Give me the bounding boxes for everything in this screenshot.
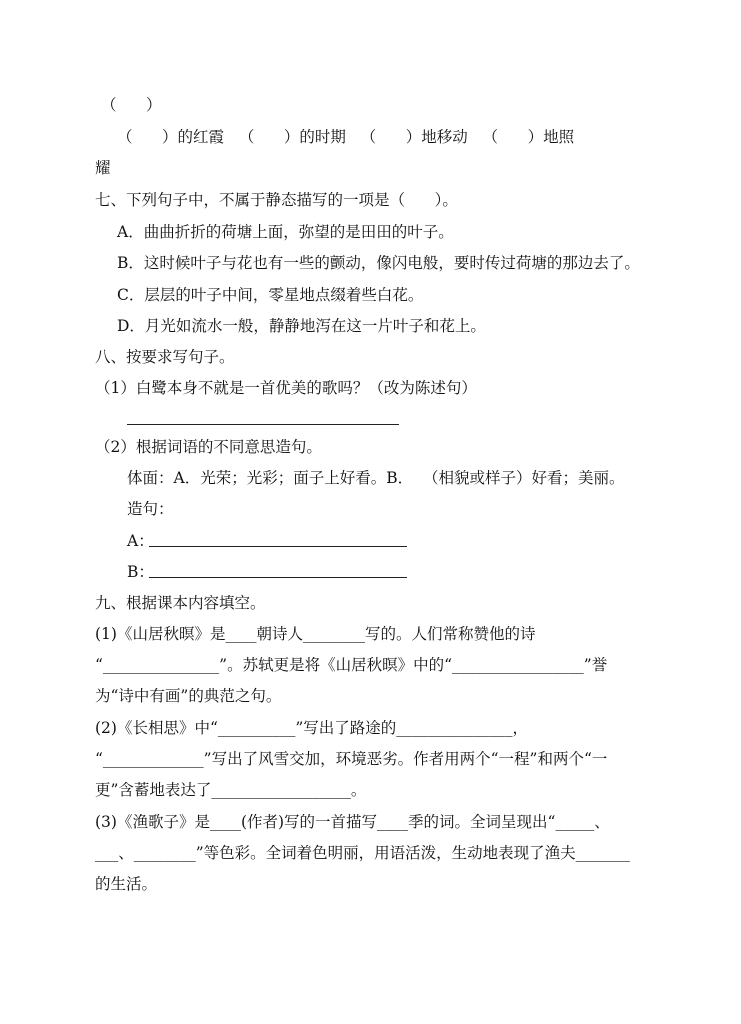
question-7-option-c: C．层层的叶子中间，零星地点缀着些白花。 (117, 286, 424, 304)
question-7-option-a: A．曲曲折折的荷塘上面，弥望的是田田的叶子。 (117, 223, 454, 241)
question-7-option-b: B．这时候叶子与花也有一些的颤动，像闪电般，要时传过荷塘的那边去了。 (117, 254, 640, 272)
question-9-part-1-line-1: (1)《山居秋暝》是____朝诗人________写的。人们常称赞他的诗 (95, 625, 536, 643)
question-7-title: 七、下列句子中，不属于静态描写的一项是（ ）。 (95, 191, 458, 209)
answer-line-8-b (149, 577, 407, 578)
question-9-part-3-line-3: 的生活。 (95, 875, 158, 893)
fill-blank-phrases-cont: 耀 (95, 159, 111, 177)
question-7-option-d: D．月光如流水一般，静静地泻在这一片叶子和花上。 (117, 317, 486, 335)
question-8-part-1: （1）白鹭本身不就是一首优美的歌吗？（改为陈述句） (95, 379, 477, 397)
question-9-part-3-line-2: ___、________”等色彩。全词着色明丽，用语活泼，生动地表现了渔夫_______ (95, 844, 630, 862)
question-9-part-1-line-3: 为“诗中有画”的典范之句。 (95, 687, 282, 705)
question-9-part-3-line-1: (3)《渔歌子》是____(作者)写的一首描写____季的词。全词呈现出“_____、 (95, 813, 610, 831)
question-8-definition: 体面：A．光荣；光彩；面子上好看。B． （相貌或样子）好看；美丽。 (127, 469, 625, 487)
question-8-sentence-b-label: B： (127, 563, 154, 581)
question-8-sentence-a-label: A： (127, 532, 154, 550)
blank-line-top: （ ） (101, 96, 162, 114)
question-9-part-2-line-3: 更”含蓄地表达了__________________。 (95, 781, 367, 799)
question-8-title: 八、按要求写句子。 (95, 348, 235, 366)
question-8-part-2: （2）根据词语的不同意思造句。 (95, 438, 322, 456)
question-9-part-2-line-2: “_____________”写出了风雪交加，环境恶劣。作者用两个“一程”和两个“一 (95, 750, 608, 768)
question-8-make-sentence-label: 造句： (127, 500, 174, 518)
question-9-title: 九、根据课本内容填空。 (95, 594, 266, 612)
question-9-part-1-line-2: “_______________”。苏轼更是将《山居秋暝》中的“_________________”誉 (95, 656, 608, 674)
answer-line-8-a (149, 546, 407, 547)
answer-line-8-1 (127, 424, 399, 425)
question-9-part-2-line-1: (2)《长相思》中“__________”写出了路途的_______________， (95, 719, 529, 737)
fill-blank-phrases: （ ）的红霞 （ ）的时期 （ ）地移动 （ ）地照 (117, 128, 575, 146)
